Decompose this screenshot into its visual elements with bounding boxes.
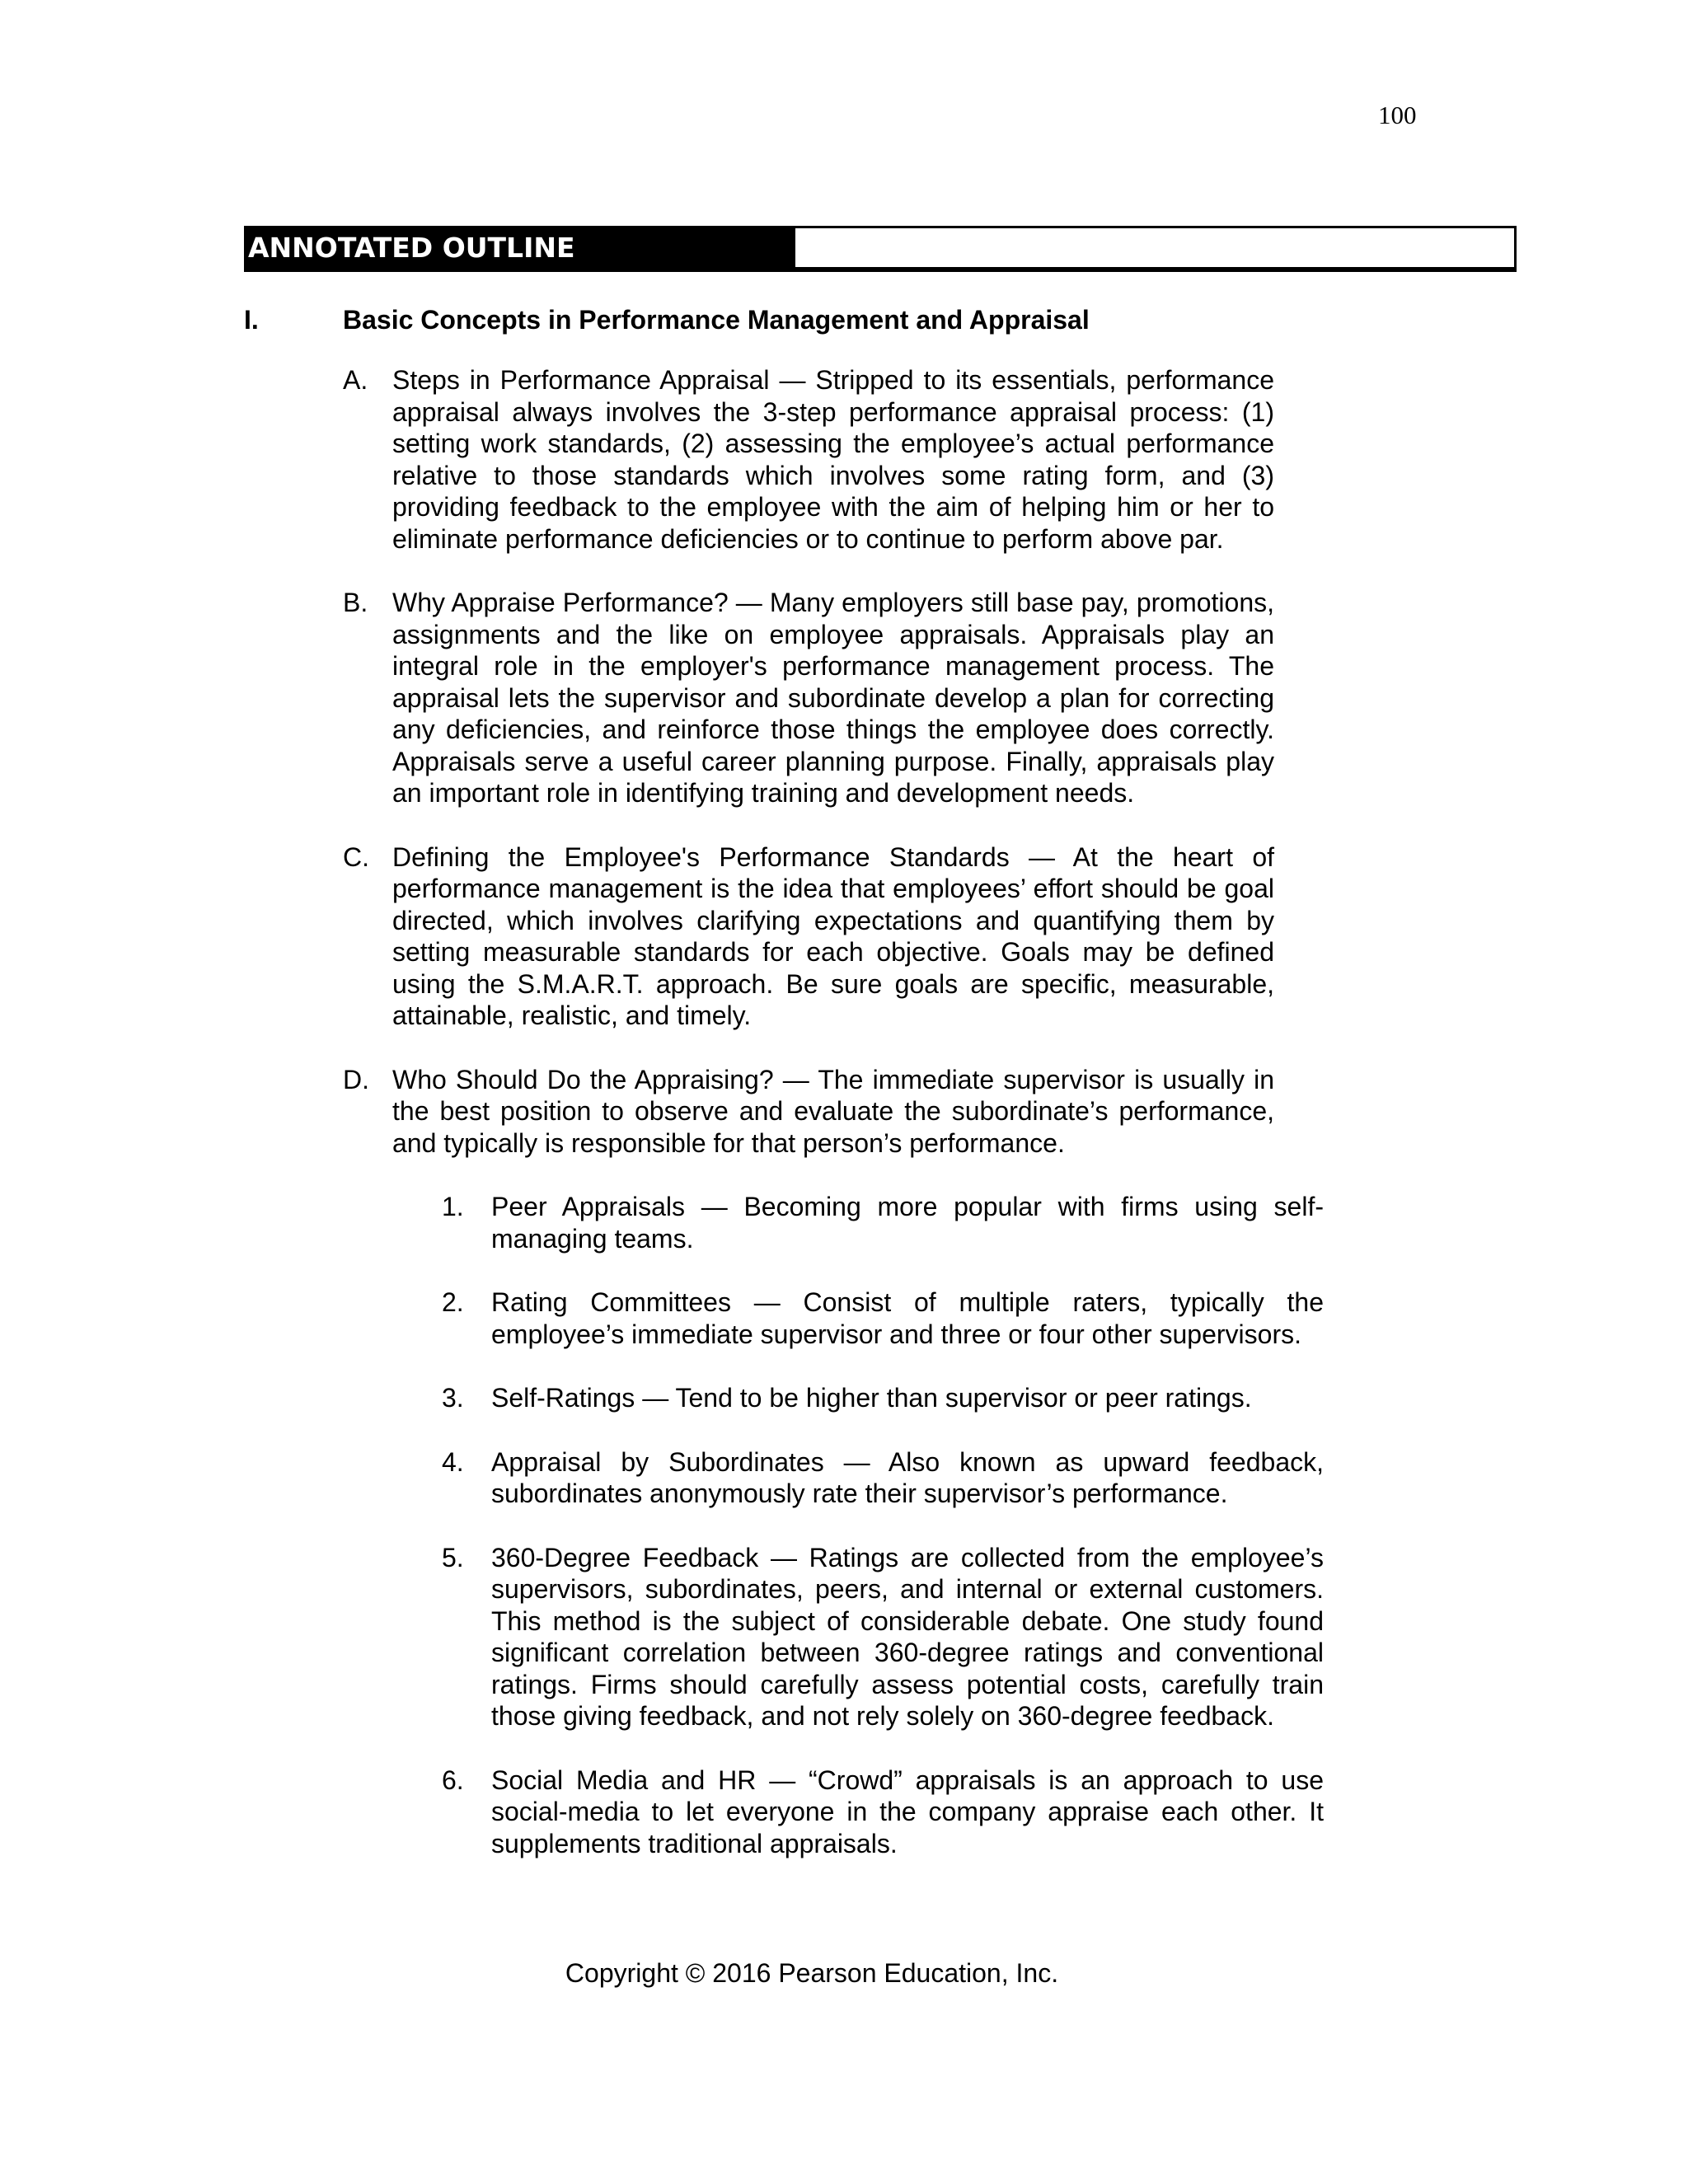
- outline-subitem-6: [442, 1765, 1324, 1860]
- item-text: Steps in Performance Appraisal — Stripped to its essentials, performance appraisal always involves the 3-step performance appraisal process: (1) setting work standards, (2) assessing the employee’s actual performance relative to those standards which involves some rating form, and (3) providing feedback to the employee with the aim of helping him or her to eliminate performance deficiencies or to continue to perform above par.: [392, 365, 1274, 554]
- subitem-number: 5.: [442, 1542, 464, 1572]
- subitem-text: Peer Appraisals — Becoming more popular with firms using self-managing teams.: [491, 1192, 1324, 1254]
- copyright-footer: Copyright © 2016 Pearson Education, Inc.: [565, 1958, 1059, 1988]
- outline-subitem-2: [442, 1286, 1324, 1350]
- subitem-text: Rating Committees — Consist of multiple raters, typically the employee’s immediate supervisor and three or four other supervisors.: [491, 1287, 1324, 1349]
- outline-items: [343, 364, 1324, 1891]
- section-number: I.: [244, 305, 259, 335]
- outline-item-a: [343, 364, 1274, 555]
- outline-header-title: ANNOTATED OUTLINE: [246, 228, 795, 267]
- item-letter: C.: [343, 841, 369, 872]
- subitem-text: 360-Degree Feedback — Ratings are collected from the employee’s supervisors, subordinates, peers, and internal or external customers. This method is the subject of considerable debate. One study found significant correlation between 360-degree ratings and conventional ratings. Firms should carefully assess potential costs, carefully train those giving feedback, and not rely solely on 360-degree feedback.: [491, 1542, 1324, 1731]
- item-text: Defining the Employee's Performance Standards — At the heart of performance management is the idea that employees’ effort should be goal directed, which involves clarifying expectations and quantifying them by setting measurable standards for each objective. Goals may be defined using the S.M.A.R.T. approach. Be sure goals are specific, measurable, attainable, realistic, and timely.: [392, 841, 1274, 1030]
- item-d-body: [392, 1064, 1324, 1892]
- subitem-text: Self-Ratings — Tend to be higher than supervisor or peer ratings.: [491, 1383, 1252, 1413]
- outline-subitems: [442, 1191, 1324, 1859]
- page-number: 100: [1378, 101, 1417, 129]
- outline-item-c: [343, 841, 1274, 1032]
- outline-subitem-3: [442, 1382, 1324, 1414]
- subitem-number: 1.: [442, 1192, 464, 1221]
- outline-item-b: [343, 587, 1274, 809]
- subitem-number: 6.: [442, 1765, 464, 1795]
- item-text: Who Should Do the Appraising? — The immediate supervisor is usually in the best position to observe and evaluate the subordinate’s performance, and typically is responsible for that person’s performance.: [392, 1064, 1274, 1158]
- subitem-number: 2.: [442, 1287, 464, 1317]
- outline-subitem-1: [442, 1191, 1324, 1254]
- subitem-number: 4.: [442, 1446, 464, 1477]
- subitem-number: 3.: [442, 1383, 464, 1413]
- section-title: Basic Concepts in Performance Management and Appraisal: [343, 305, 1090, 335]
- item-letter: D.: [343, 1064, 369, 1094]
- section-heading: [244, 302, 1274, 339]
- outline-subitem-5: [442, 1542, 1324, 1732]
- item-text: Why Appraise Performance? — Many employers still base pay, promotions, assignments and the like on employee appraisals. Appraisals play an integral role in the employer's performance management process. The appraisal lets the supervisor and subordinate develop a plan for correcting any deficiencies, and reinforce those things the employee does correctly. Appraisals serve a useful career planning purpose. Finally, appraisals play an important role in identifying training and development needs.: [392, 588, 1274, 808]
- item-letter: B.: [343, 588, 368, 617]
- subitem-text: Appraisal by Subordinates — Also known as upward feedback, subordinates anonymously rate their supervisor’s performance.: [491, 1446, 1324, 1508]
- subitem-text: Social Media and HR — “Crowd” appraisals is an approach to use social-media to let everyone in the company appraise each other. It supplements traditional appraisals.: [491, 1765, 1324, 1858]
- outline-subitem-4: [442, 1446, 1324, 1510]
- item-letter: A.: [343, 365, 368, 395]
- annotated-outline-header: [244, 226, 1517, 272]
- outline-section: [244, 302, 1324, 1924]
- outline-item-d: [343, 1064, 1324, 1892]
